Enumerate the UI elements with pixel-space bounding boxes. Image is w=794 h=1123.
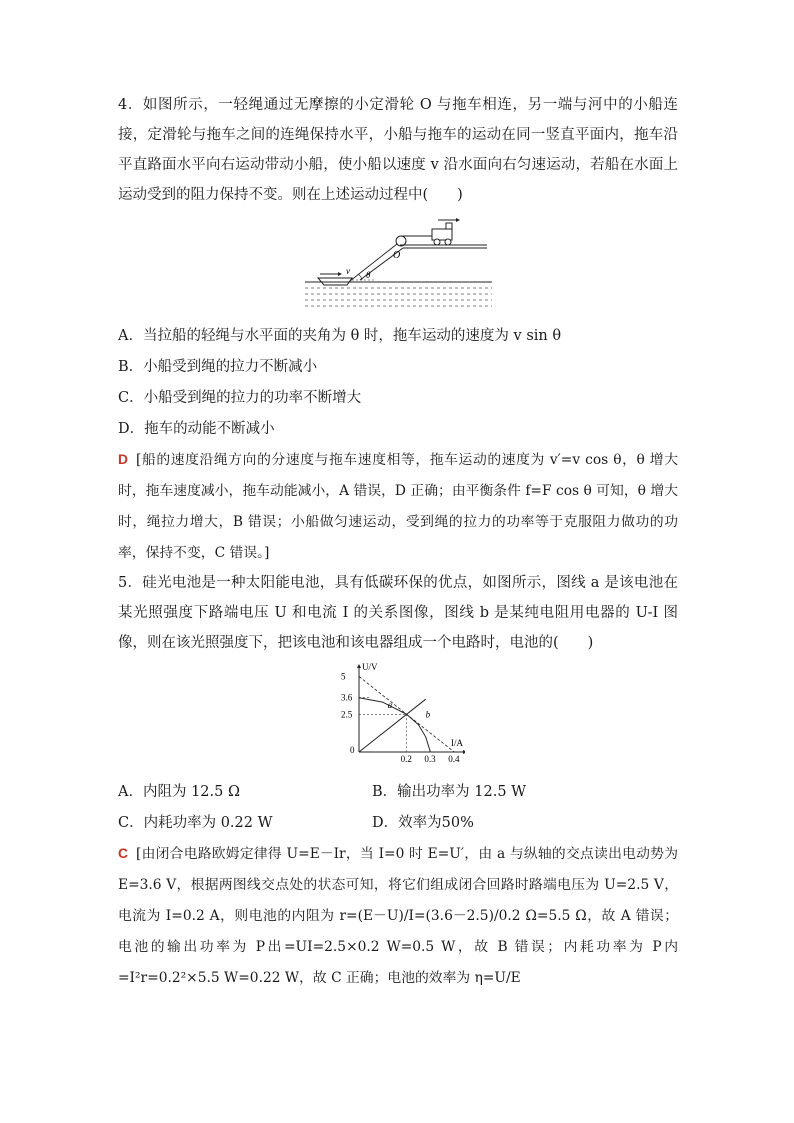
label-o: O [393, 250, 401, 261]
q4-explanation [118, 444, 678, 569]
q4-option-b: B．小船受到绳的拉力不断减小 [118, 359, 318, 375]
q5-explanation [118, 838, 678, 994]
q4-figure [300, 218, 500, 318]
q5-option-a: A．内阻为 12.5 Ω [118, 784, 240, 800]
q4-answer-letter: D [118, 452, 128, 467]
x-tick-label: 0.2 [400, 754, 412, 764]
ui-chart [335, 660, 465, 772]
label-v: v [346, 266, 350, 276]
x-axis-arrow [463, 750, 465, 754]
q4-option-d: D．拖车的动能不断减小 [118, 421, 275, 437]
q4-option-c: C．小船受到绳的拉力的功率不断增大 [118, 390, 362, 406]
x-tick-label: 0.4 [448, 754, 460, 764]
y-tick-label: 5 [341, 671, 346, 682]
q4-option-a: A．当拉船的轻绳与水平面的夹角为 θ 时，拖车运动的速度为 v sin θ [118, 328, 562, 344]
q4-stem: 4．如图所示，一轻绳通过无摩擦的小定滑轮 O 与拖车相连，另一端与河中的小船连接，定滑轮与拖车之间的连绳保持水平，小船与拖车的运动在同一竖直平面内，拖车沿平直路面水平向右运动带动小船，使小船以速度 v 沿水面向右匀速运动，若船在水面上运动受到的阻力保持不变。则在上述运动过程中( ) [118, 97, 678, 203]
q5-option-c: C．内耗功率为 0.22 W [118, 815, 273, 831]
x-axis-label: I/A [451, 738, 463, 748]
q5-stem: 5．硅光电池是一种太阳能电池，具有低碳环保的优点，如图所示，图线 a 是该电池在某光照强度下路端电压 U 和电流 I 的关系图像，图线 b 是某纯电阻用电器的 U-I 图像，则在该光照强度下，把该电池和该电器组成一个电路时，电池的( ) [118, 575, 678, 651]
y-axis-label: U/V [362, 662, 378, 672]
y-axis-arrow [357, 664, 361, 668]
y-tick-label: 2.5 [341, 709, 353, 720]
origin-label: 0 [350, 745, 355, 755]
q5-option-d: D．效率为50% [372, 815, 474, 831]
q5-option-b: B．输出功率为 12.5 W [372, 784, 527, 800]
q5-answer-letter: C [118, 846, 128, 861]
series-label-b: b [425, 709, 431, 720]
series-label-a: a [387, 700, 393, 711]
y-tick-label: 3.6 [341, 692, 353, 703]
q5-explanation-text: [由闭合电路欧姆定律得 U=E－Ir，当 I=0 时 E=U′，由 a 与纵轴的交点读出电动势为 E=3.6 V，根据两图线交点处的状态可知，将它们组成闭合回路时路端电压为 U=2.5 V，电流为 I=0.2 A，则电池的内阻为 r=(E－U)/I=(3.6－2.5)/0.2 Ω=5.5 Ω，故 A 错误；电池的输出功率为 P出=UI=2.5×0.2 W=0.5 W，故 B 错误；内耗功率为 P内=I²r=0.2²×5.5 W=0.22 W，故 C 正确；电池的效率为 η=U/E [118, 846, 678, 986]
x-tick-label: 0.3 [424, 754, 436, 764]
q4-explanation-text: [船的速度沿绳方向的分速度与拖车速度相等，拖车运动的速度为 v′=v cos θ，θ 增大时，拖车速度减小，拖车动能减小，A 错误，D 正确；由平衡条件 f=F cos θ 可知，θ 增大时，绳拉力增大，B 错误；小船做匀速运动，受到绳的拉力的功率等于克服阻力做功的功率，保持不变，C 错误。] [118, 452, 678, 561]
label-theta: θ [366, 270, 371, 280]
